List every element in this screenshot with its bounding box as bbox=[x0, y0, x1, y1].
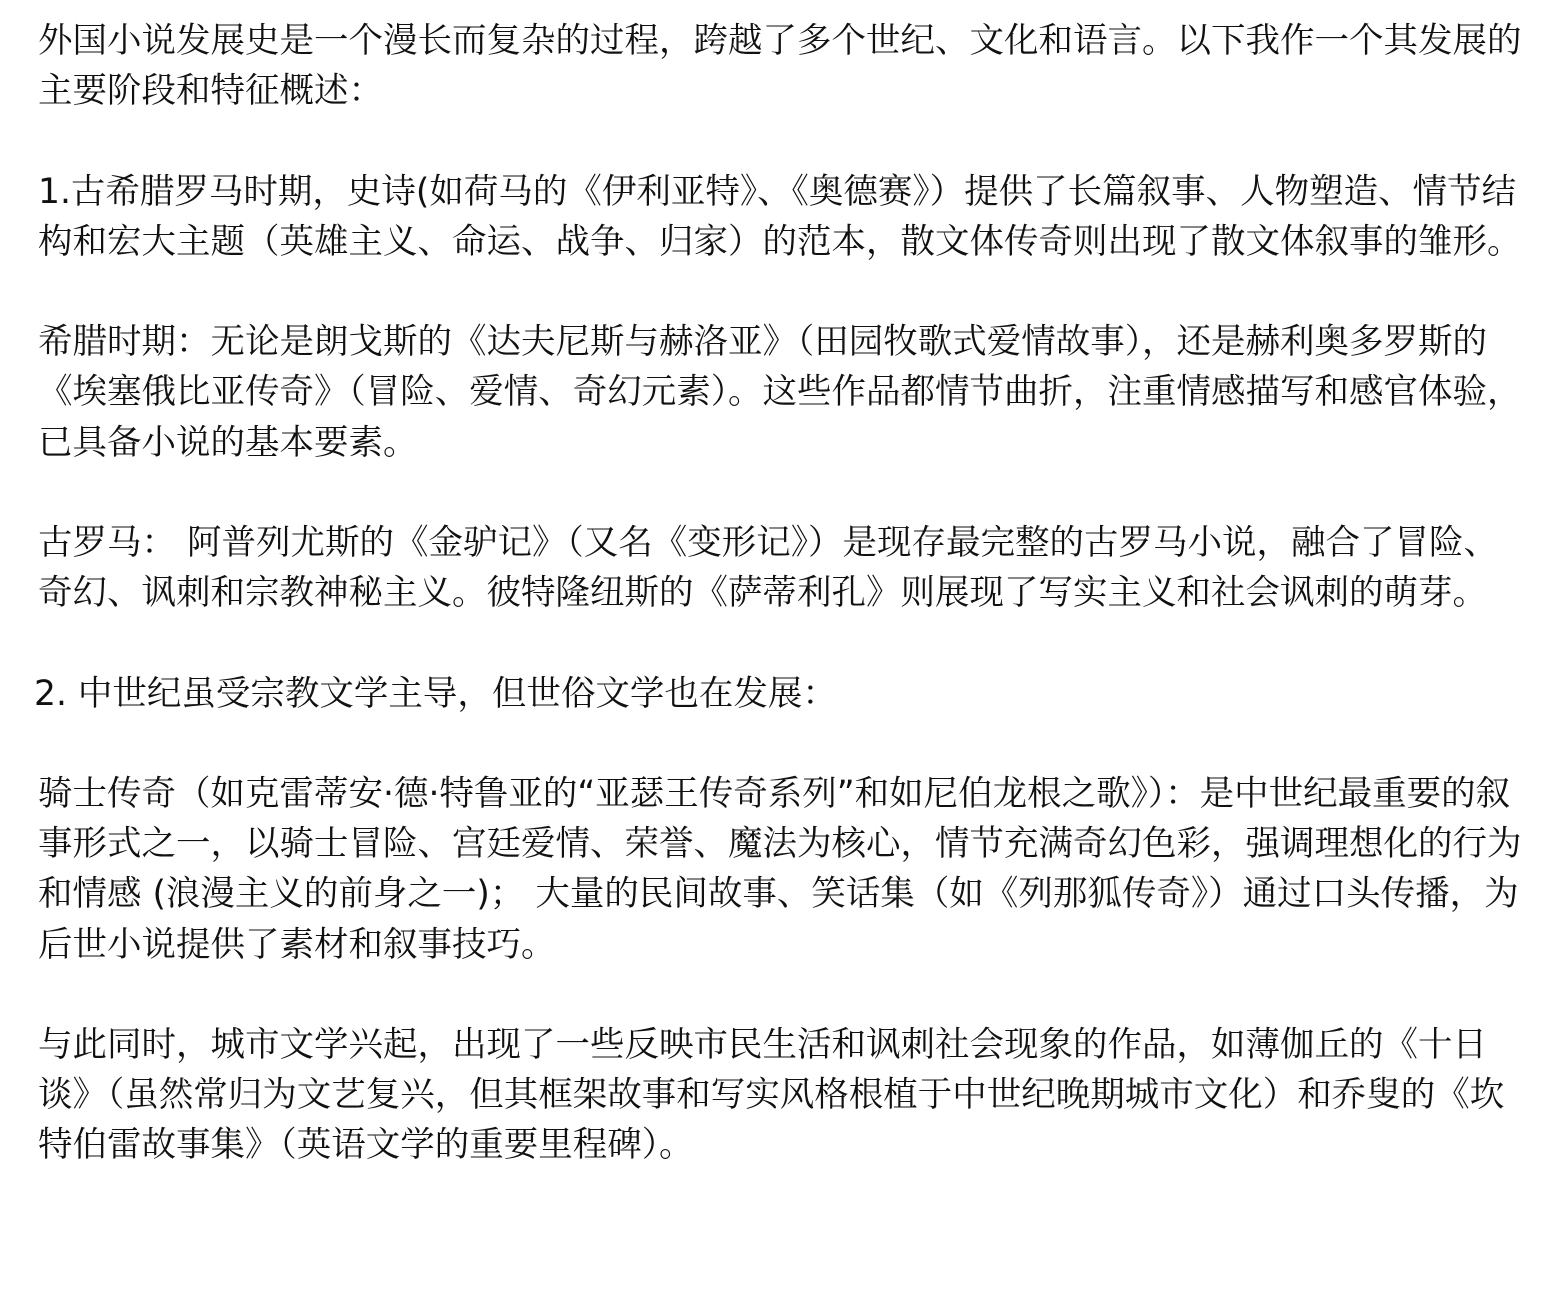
paragraph-intro: 外国小说发展史是一个漫长而复杂的过程，跨越了多个世纪、文化和语言。以下我作一个其发展的主要阶段和特征概述： bbox=[38, 21, 1522, 112]
paragraph-chivalric-romance: 骑士传奇（如克雷蒂安·德·特鲁亚的“亚瑟王传奇系列”和如尼伯龙根之歌》）：是中世纪最重要的叙事形式之一，以骑士冒险、宫廷爱情、荣誉、魔法为核心，情节充满奇幻色彩，强调理想化的行为和情感 (浪漫主义的前身之一)； 大量的民间故事、笑话集（如《列那狐传奇》）通过口头传播，为后世小说提供了素材和叙事技巧。 bbox=[38, 773, 1522, 965]
paragraph-greco-roman: 1.古希腊罗马时期，史诗(如荷马的《伊利亚特》、《奥德赛》）提供了长篇叙事、人物塑造、情节结构和宏大主题（英雄主义、命运、战争、归家）的范本，散文体传奇则出现了散文体叙事的雏形。 bbox=[38, 171, 1522, 262]
paragraph-middle-ages: 2. 中世纪虽受宗教文学主导，但世俗文学也在发展： bbox=[34, 673, 837, 714]
paragraph-ancient-rome: 古罗马： 阿普列尤斯的《金驴记》（又名《变形记》）是现存最完整的古罗马小说，融合了冒险、奇幻、讽刺和宗教神秘主义。彼特隆纽斯的《萨蒂利孔》则展现了写实主义和社会讽刺的萌芽。 bbox=[38, 522, 1498, 614]
document-body bbox=[34, 16, 1528, 1171]
paragraph-greek-period: 希腊时期：无论是朗戈斯的《达夫尼斯与赫洛亚》（田园牧歌式爱情故事），还是赫利奥多罗斯的《埃塞俄比亚传奇》（冒险、爱情、奇幻元素）。这些作品都情节曲折，注重情感描写和感官体验，已具备小说的基本要素。 bbox=[38, 322, 1522, 463]
paragraph-urban-literature: 与此同时，城市文学兴起，出现了一些反映市民生活和讽刺社会现象的作品，如薄伽丘的《十日谈》（虽然常归为文艺复兴，但其框架故事和写实风格根植于中世纪晚期城市文化）和乔叟的《坎特伯雷故事集》（英语文学的重要里程碑）。 bbox=[38, 1024, 1505, 1166]
